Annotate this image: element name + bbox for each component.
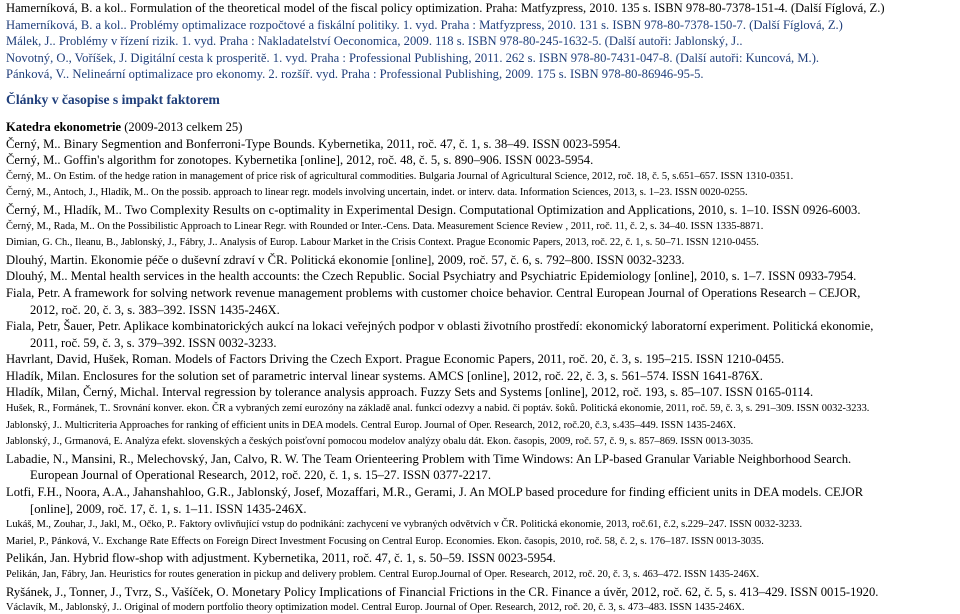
article-entry: Ryšánek, J., Tonner, J., Tvrz, S., Vašíček, O. Monetary Policy Implications of Financial Frictions in the CR. Finance a úvěr, 2012, roč. 62, č. 5, s. 413–429. ISSN 0015-1920.	[6, 584, 879, 599]
article-entry: Lukáš, M., Zouhar, J., Jakl, M., Očko, P.. Faktory ovlivňující vstup do podnikání: zachycení ve vybraných odvětvích v ČR. Politická ekonomie, 2013, roč.61, č.2, s.229–247. ISSN 0032-3233.	[6, 519, 803, 531]
article-entry-continued: 2012, roč. 20, č. 3, s. 383–392. ISSN 1435-246X.	[30, 302, 280, 317]
article-entry-continued: European Journal of Operational Research, 2012, roč. 220, č. 1, s. 15–27. ISSN 0377-2217.	[30, 468, 491, 483]
book-list	[6, 0, 956, 83]
section-heading: Články v časopise s impakt faktorem	[6, 91, 220, 107]
article-entry: Fiala, Petr. A framework for solving network revenue management problems with customer choice behavior. Central European Journal of Operations Research – CEJOR,	[6, 285, 861, 300]
article-entry: Černý, M.. Goffin's algorithm for zonotopes. Kybernetika [online], 2012, roč. 48, č. 5, s. 890–906. ISSN 0023-5954.	[6, 153, 594, 168]
article-entry: Lotfi, F.H., Noora, A.A., Jahanshahloo, G.R., Jablonský, Josef, Mozaffari, M.R., Gerami, J. An MOLP based procedure for finding efficient units in DEA models. CEJOR	[6, 485, 864, 500]
article-entry: Černý, M., Rada, M.. On the Possibilistic Approach to Linear Regr. with Rounded or Inter.-Cens. Data. Measurement Science Review , 2011, roč. 11, č. 2, s. 34–40. ISSN 1335-8871.	[6, 220, 764, 232]
book-entry: Málek, J.. Problémy v řízení rizik. 1. vyd. Praha : Nakladatelství Oeconomica, 2009. 118 s. ISBN 978-80-245-1632-5. (Další autoři: Jablonský, J..	[6, 34, 743, 49]
article-entry: Mariel, P., Pánková, V.. Exchange Rate Effects on Foreign Direct Investment Focusing on Central Europ. Economies. Ekon. časopis, 2010, roč. 58, č. 2, s. 176–187. ISSN 0013-3035.	[6, 535, 764, 547]
article-entry: Hladík, Milan, Černý, Michal. Interval regression by tolerance analysis approach. Fuzzy Sets and Systems [online], 2012, roč. 193, s. 85–107. ISSN 0165-0114.	[6, 385, 814, 400]
department-range: (2009-2013 celkem 25)	[124, 119, 243, 134]
article-entry: Černý, M., Antoch, J., Hladík, M.. On the possib. approach to linear regr. models involving uncertain, indet. or interv. data. Information Sciences, 2013, s. 1–23. ISSN 0020-0255.	[6, 187, 748, 199]
article-entry: Černý, M.. Binary Segmention and Bonferroni-Type Bounds. Kybernetika, 2011, roč. 47, č. 1, s. 38–49. ISSN 0023-5954.	[6, 136, 621, 151]
article-entry: Labadie, N., Mansini, R., Melechovský, Jan, Calvo, R. W. The Team Orienteering Problem with Time Windows: An LP-based Granular Variable Neighborhood Search.	[6, 451, 852, 466]
article-entry: Václavík, M., Jablonský, J.. Original of modern portfolio theory optimization model. Central Europ. Journal of Oper. Research, 2012, roč. 20, č. 3, s. 473–483. ISSN 1435-246X.	[6, 602, 745, 614]
article-list	[6, 136, 956, 614]
department-name: Katedra ekonometrie	[6, 119, 122, 134]
article-entry: Fiala, Petr, Šauer, Petr. Aplikace kombinatorických aukcí na lokaci veřejných podpor v oblasti životního prostředí: ekonomický laboratorní experiment. Politická ekonomie,	[6, 319, 874, 334]
article-entry: Dimian, G. Ch., Ileanu, B., Jablonský, J., Fábry, J.. Analysis of Europ. Labour Market in the Crisis Context. Prague Economic Papers, 2013, roč. 22, č. 1, s. 50–71. ISSN 1210-0455.	[6, 237, 759, 249]
book-entry: Pánková, V.. Nelineární optimalizace pro ekonomy. 2. rozšíř. vyd. Praha : Professional Publishing, 2009. 175 s. ISBN 978-80-86946-95-5.	[6, 67, 704, 82]
article-entry: Dlouhý, Martin. Ekonomie péče o duševní zdraví v ČR. Politická ekonomie [online], 2009, roč. 57, č. 6, s. 792–800. ISSN 0032-3233.	[6, 252, 685, 267]
article-entry: Havrlant, David, Hušek, Roman. Models of Factors Driving the Czech Export. Prague Economic Papers, 2011, roč. 20, č. 3, s. 195–215. ISSN 1210-0455.	[6, 352, 785, 367]
book-entry: Hamerníková, B. a kol.. Problémy optimalizace rozpočtové a fiskální politiky. 1. vyd. Praha : Matfyzpress, 2010. 131 s. ISBN 978-80-7378-150-7. (Další Fíglová, Z.)	[6, 17, 843, 32]
article-entry: Pelikán, Jan, Fábry, Jan. Heuristics for routes generation in pickup and delivery problem. Central Europ.Journal of Oper. Research, 2012, roč. 20, č. 3, s. 463–472. ISSN 1435-246X.	[6, 569, 760, 580]
article-entry: Dlouhý, M.. Mental health services in the health accounts: the Czech Republic. Social Psychiatry and Psychiatric Epidemiology [online], 2010, s. 1–7. ISSN 0933-7954.	[6, 269, 857, 284]
article-entry: Jablonský, J.. Multicriteria Approaches for ranking of efficient units in DEA models. Central Europ. Journal of Oper. Research, 2012, roč.20, č.3, s.435–449. ISSN 1435-246X.	[6, 419, 736, 431]
department-header	[6, 119, 956, 136]
book-entry: Novotný, O., Voříšek, J. Digitální cesta k prosperitě. 1. vyd. Praha : Professional Publishing, 2011. 262 s. ISBN 978-80-7431-047-8. (Další autoři: Kuncová, M.).	[6, 50, 820, 65]
article-entry: Černý, M.. On Estim. of the hedge ration in management of price risk of agricultural commodities. Bulgaria Journal of Agricultural Science, 2012, roč. 18, č. 5, s.651–657. ISSN 1310-0351.	[6, 170, 794, 182]
article-entry: Hladík, Milan. Enclosures for the solution set of parametric interval linear systems. AMCS [online], 2012, roč. 22, č. 3, s. 561–574. ISSN 1641-876X.	[6, 368, 763, 383]
book-entry: Hamerníková, B. a kol.. Formulation of the theoretical model of the fiscal policy optimization. Praha: Matfyzpress, 2010. 135 s. ISBN 978-80-7378-151-4. (Další Fíglová, Z.)	[6, 1, 885, 15]
article-entry: Černý, M., Hladík, M.. Two Complexity Results on c-optimality in Experimental Design. Computational Optimization and Applications, 2010, s. 1–10. ISSN 0926-6003.	[6, 202, 861, 217]
article-entry: Hušek, R., Formánek, T.. Srovnání konver. ekon. ČR a vybraných zemí eurozóny na základě anal. funkcí odezvy a nabid. či poptáv. šoků. Politická ekonomie, 2011, roč. 59, č. 3, s. 291–309. ISSN 0032-3233.	[6, 403, 870, 415]
article-entry-continued: [online], 2009, roč. 17, č. 1, s. 1–11. ISSN 1435-246X.	[30, 501, 307, 516]
article-entry-continued: 2011, roč. 59, č. 3, s. 379–392. ISSN 0032-3233.	[30, 335, 277, 350]
article-entry: Jablonský, J., Grmanová, E. Analýza efekt. slovenských a českých poisťovní pomocou modelov analýzy obalu dát. Ekon. časopis, 2009, roč. 57, č. 9, s. 857–869. ISSN 0013-3035.	[6, 436, 754, 448]
article-entry: Pelikán, Jan. Hybrid flow-shop with adjustment. Kybernetika, 2011, roč. 47, č. 1, s. 50–59. ISSN 0023-5954.	[6, 551, 556, 566]
